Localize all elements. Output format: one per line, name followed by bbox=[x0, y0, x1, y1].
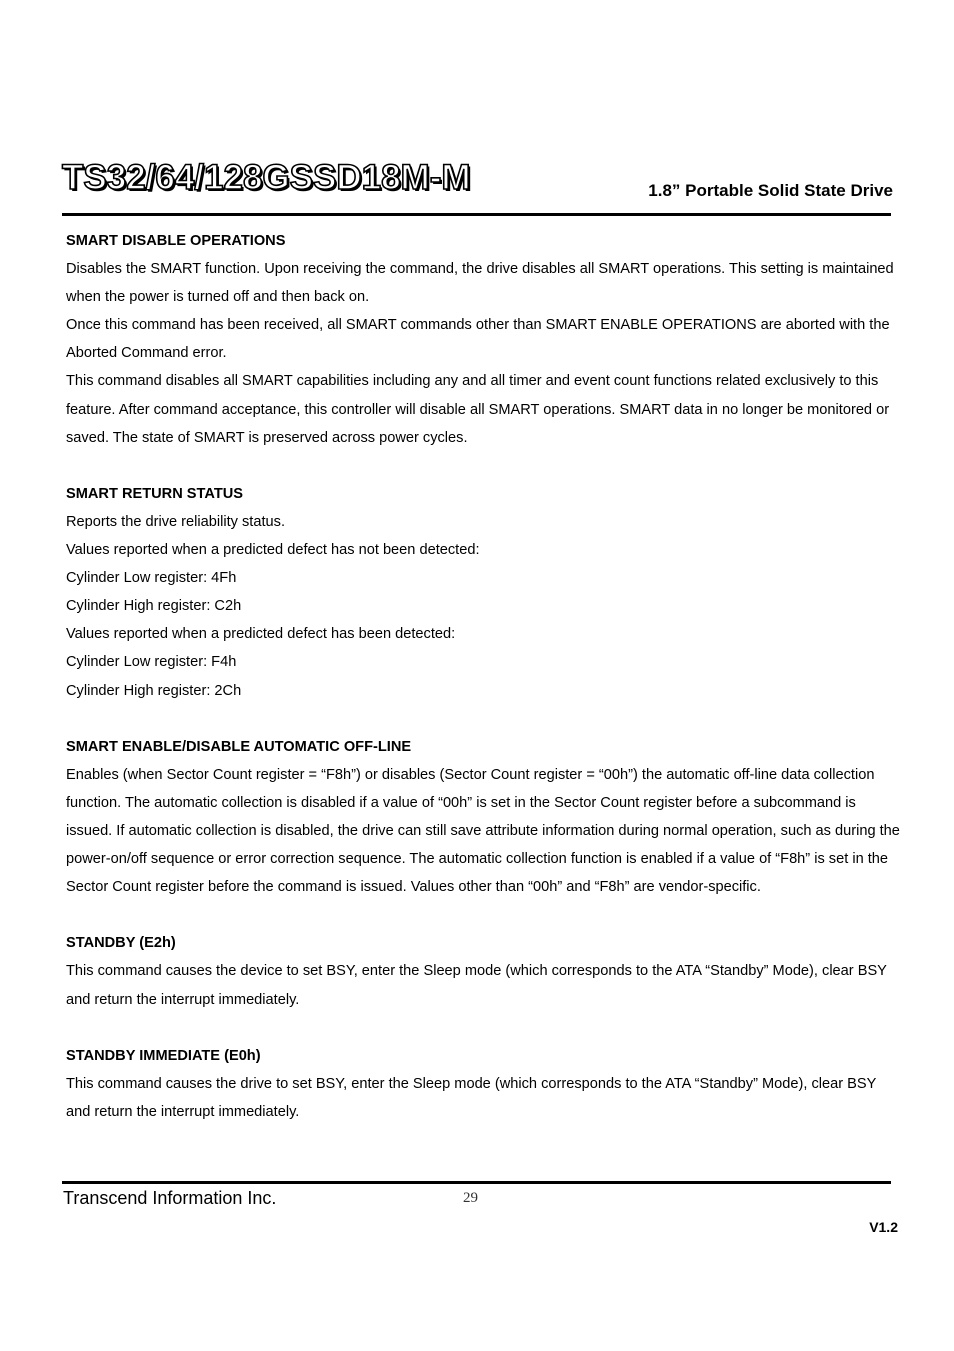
section-heading: SMART RETURN STATUS bbox=[66, 485, 244, 502]
paragraph: Values reported when a predicted defect has been detected: bbox=[66, 626, 456, 643]
register-value-line: Cylinder Low register: 4Fh bbox=[66, 570, 237, 587]
paragraph: Values reported when a predicted defect has not been detected: bbox=[66, 542, 480, 559]
section-heading: STANDBY IMMEDIATE (E0h) bbox=[66, 1047, 261, 1064]
product-subtitle: 1.8” Portable Solid State Drive bbox=[648, 181, 893, 200]
register-value-line: Cylinder High register: 2Ch bbox=[66, 682, 242, 699]
paragraph: This command causes the device to set BSY, enter the Sleep mode (which corresponds to the ATA “Standby” Mode), clear BSY and return the interrupt immediately. bbox=[66, 963, 887, 1008]
paragraph: Once this command has been received, all SMART commands other than SMART ENABLE OPERATIONS are aborted with the Aborted Command error. bbox=[66, 317, 890, 362]
section-heading: SMART ENABLE/DISABLE AUTOMATIC OFF-LINE bbox=[66, 738, 412, 755]
register-value-line: Cylinder Low register: F4h bbox=[66, 654, 237, 671]
paragraph: This command disables all SMART capabilities including any and all timer and event count functions related exclusively to this feature. After command acceptance, this controller will disable all SMART operations. SMART data in no longer be monitored or saved. The state of SMART is preserved across power cycles. bbox=[66, 373, 890, 446]
footer-company: Transcend Information Inc. bbox=[63, 1188, 277, 1208]
paragraph: Disables the SMART function. Upon receiving the command, the drive disables all SMART operations. This setting is maintained when the power is turned off and then back on. bbox=[66, 261, 894, 306]
section-standby-immediate bbox=[66, 1042, 902, 1126]
document-body bbox=[66, 227, 902, 1154]
header-divider bbox=[62, 213, 891, 216]
section-smart-return-status bbox=[66, 480, 902, 705]
section-smart-disable-operations bbox=[66, 227, 902, 452]
section-standby bbox=[66, 929, 902, 1013]
paragraph: This command causes the drive to set BSY, enter the Sleep mode (which corresponds to the ATA “Standby” Mode), clear BSY and return the interrupt immediately. bbox=[66, 1075, 877, 1120]
section-heading: SMART DISABLE OPERATIONS bbox=[66, 233, 286, 249]
section-heading: STANDBY (E2h) bbox=[66, 935, 176, 952]
register-value-line: Cylinder High register: C2h bbox=[66, 598, 242, 615]
version-label: V1.2 bbox=[869, 1219, 898, 1235]
section-smart-auto-offline bbox=[66, 733, 902, 902]
paragraph: Reports the drive reliability status. bbox=[66, 513, 285, 530]
model-title: TS32/64/128GSSD18M-M bbox=[62, 158, 471, 197]
footer-divider bbox=[62, 1181, 891, 1184]
paragraph: Enables (when Sector Count register = “F8h”) or disables (Sector Count register = “00h”) the automatic off-line data collection function. The automatic collection is disabled if a value of “00h” is set in the Sector Count register before a subcommand is issued. If automatic collection is disabled, the drive can still save attribute information during normal operation, such as during the power-on/off sequence or error correction sequence. The automatic collection function is enabled if a value of “F8h” is set in the Sector Count register before the command is issued. Values other than “00h” and “F8h” are vendor-specific. bbox=[66, 766, 900, 896]
page-number: 29 bbox=[463, 1190, 478, 1206]
